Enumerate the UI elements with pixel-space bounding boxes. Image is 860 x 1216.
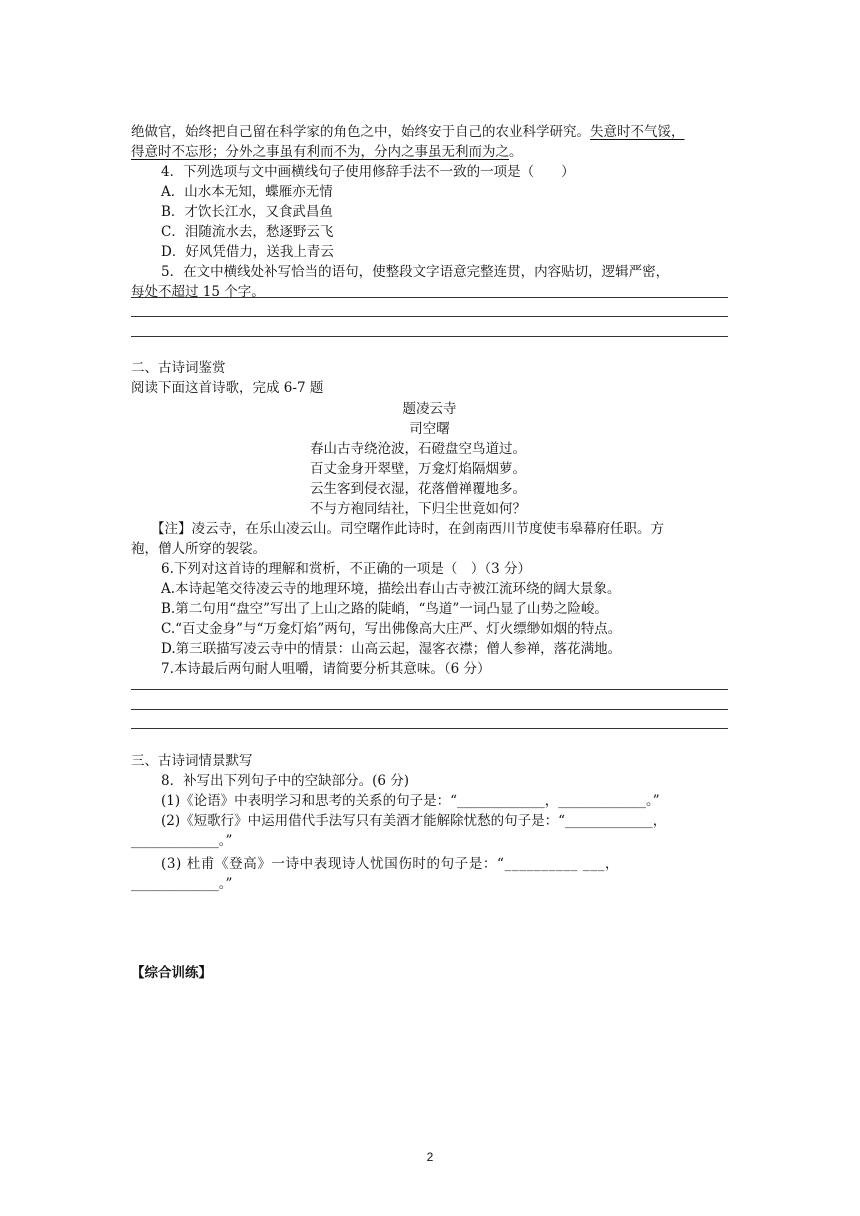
q6-option-c: C.“百丈金身”与“万龛灯焰”两句，写出佛像高大庄严、灯火缥缈如烟的特点。 [161,621,622,637]
q5-stem-line-1: 5．在文中横线处补写恰当的语句，使整段文字语意完整连贯，内容贴切，逻辑严密， [161,264,670,280]
q8-item-3-line-2: _____________。” [131,876,233,892]
poem-line-4: 不与方袍同结社，下归尘世竟如何？ [310,501,526,517]
answer-line [131,316,728,317]
poem-author: 司空曙 [409,421,450,437]
answer-line [131,297,728,298]
q4-option-b: B．才饮长江水，又食武昌鱼 [161,204,333,220]
answer-line [131,709,728,710]
poem-note-line-1: 【注】凌云寺，在乐山凌云山。司空曙作此诗时，在剑南西川节度使韦皋幕府任职。方 [151,521,664,537]
q6-option-d: D.第三联描写凌云寺中的情景：山高云起，湿客衣襟；僧人参禅，落花满地。 [161,641,622,657]
answer-line [131,689,728,690]
q8-item-2-line-2: _____________。” [131,833,233,849]
q4-option-a: A．山水本无知，蝶雁亦无情 [161,184,333,200]
q8-stem: 8．补写出下列句子中的空缺部分。(6 分) [161,773,410,789]
page-number: 2 [426,1150,434,1164]
underlined-sentence-start: 失意时不气馁， [590,124,685,140]
section-3-title: 三、古诗词情景默写 [131,753,253,769]
q6-option-a: A.本诗起笔交待凌云寺的地理环境，描绘出春山古寺被江流环绕的阔大景象。 [161,581,621,597]
q6-option-b: B.第二句用“盘空”写出了上山之路的陡峭，“鸟道”一词凸显了山势之险峻。 [161,601,608,617]
intro-line-1 [131,122,685,142]
poem-line-1: 春山古寺绕沧波，石磴盘空鸟道过。 [310,441,526,457]
underlined-sentence-end: 得意时不忘形；分外之事虽有利而不为，分内之事虽无利而为之 [131,144,509,160]
section-2-instruction: 阅读下面这首诗歌，完成 6-7 题 [131,380,324,396]
q8-item-2-line-1: (2)《短歌行》中运用借代手法写只有美酒才能解除忧愁的句子是：“_____________， [161,813,667,829]
poem-note-line-2: 袍，僧人所穿的袈裟。 [131,541,266,557]
q6-stem: 6.下列对这首诗的理解和赏析，不正确的一项是（ ）（3 分） [161,561,532,577]
q8-item-1: (1)《论语》中表明学习和思考的关系的句子是：“_____________，_____________。” [161,793,660,809]
poem-line-2: 百丈金身开翠壁，万龛灯焰隔烟萝。 [310,461,526,477]
q5-stem-line-2: 每处不超过 15 个字。 [131,284,265,300]
answer-line [131,336,728,337]
section-2-title: 二、古诗词鉴赏 [131,360,226,376]
intro-line-2 [131,142,523,162]
q4-stem: 4．下列选项与文中画横线句子使用修辞手法不一致的一项是（ ） [161,164,575,180]
q8-item-3-line-1: (3) 杜甫《登高》一诗中表现诗人忧国伤时的句子是：“__________ ___， [161,856,620,872]
comprehensive-title: 【综合训练】 [131,965,212,981]
poem-line-3: 云生客到侵衣湿，花落僧禅覆地多。 [310,481,526,497]
intro-period: 。 [509,144,523,160]
q7-stem: 7.本诗最后两句耐人咀嚼，请简要分析其意味。（6 分） [161,661,491,677]
q4-option-d: D．好风凭借力，送我上青云 [161,244,334,260]
intro-text: 绝做官，始终把自己留在科学家的角色之中，始终安于自己的农业科学研究。 [131,124,590,140]
poem-title: 题凌云寺 [402,401,457,417]
answer-line [131,728,728,729]
q4-option-c: C．泪随流水去，愁逐野云飞 [161,224,334,240]
